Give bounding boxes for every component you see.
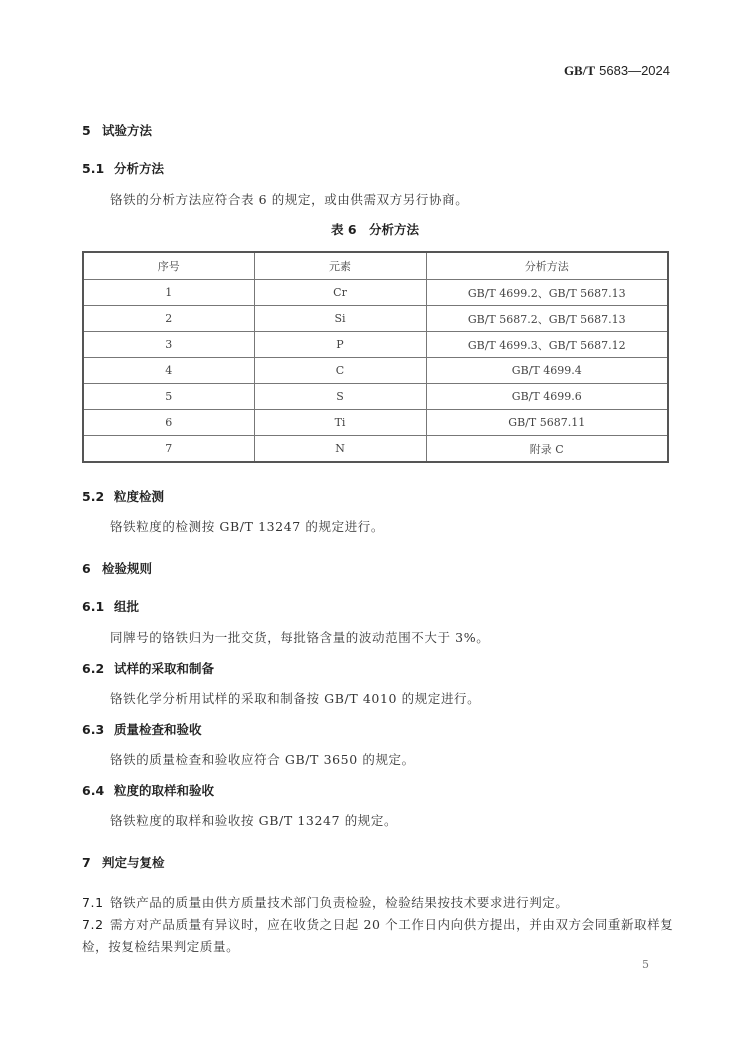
- cell: GB/T 5687.11: [426, 410, 668, 436]
- header-cell: 分析方法: [426, 252, 668, 280]
- cell: 1: [83, 280, 254, 306]
- table-row: [83, 306, 668, 332]
- table-row: [83, 410, 668, 436]
- section-5-1-heading: [82, 159, 164, 177]
- cell: Ti: [254, 410, 426, 436]
- section-number: 5.2: [82, 489, 105, 504]
- section-6-4-heading: [82, 781, 214, 799]
- section-number: 6.1: [82, 599, 105, 614]
- section-number: 6.3: [82, 722, 105, 737]
- section-6-2-text: 铬铁化学分析用试样的采取和制备按 GB/T 4010 的规定进行。: [110, 691, 481, 706]
- cell: GB/T 4699.3、GB/T 5687.12: [426, 332, 668, 358]
- cell: 7: [83, 436, 254, 463]
- section-6-3-text: 铬铁的质量检查和验收应符合 GB/T 3650 的规定。: [110, 752, 415, 767]
- section-6-3-heading: [82, 720, 202, 738]
- cell: 6: [83, 410, 254, 436]
- cell: N: [254, 436, 426, 463]
- section-5-heading: [82, 121, 152, 139]
- cell: S: [254, 384, 426, 410]
- section-title: 分析方法: [114, 161, 165, 176]
- table-caption: 表 6 分析方法: [330, 222, 420, 237]
- cell: 2: [83, 306, 254, 332]
- section-6-4-text: 铬铁粒度的取样和验收按 GB/T 13247 的规定。: [110, 813, 398, 828]
- section-number: 5.1: [82, 161, 105, 176]
- cell: 4: [83, 358, 254, 384]
- section-title: 粒度的取样和验收: [114, 783, 215, 798]
- standard-number: 5683—2024: [599, 63, 670, 78]
- cell: C: [254, 358, 426, 384]
- header-cell: 元素: [254, 252, 426, 280]
- section-7-2: [82, 915, 673, 933]
- section-number: 7.2: [82, 917, 104, 932]
- cell: GB/T 5687.2、GB/T 5687.13: [426, 306, 668, 332]
- cell: P: [254, 332, 426, 358]
- cell: Cr: [254, 280, 426, 306]
- section-5-1-text: 铬铁的分析方法应符合表 6 的规定，或由供需双方另行协商。: [110, 192, 469, 207]
- section-7-1-text: 铬铁产品的质量由供方质量技术部门负责检验，检验结果按技术要求进行判定。: [110, 895, 569, 910]
- section-7-2-text-line2: 检，按复检结果判定质量。: [82, 939, 240, 954]
- section-title: 粒度检测: [114, 489, 165, 504]
- section-6-1-heading: [82, 597, 139, 615]
- section-7-1: [82, 893, 569, 911]
- section-7-2-text-line1: 需方对产品质量有异议时，应在收货之日起 20 个工作日内向供方提出，并由双方会同重新取样复: [110, 917, 674, 932]
- section-title: 组批: [114, 599, 140, 614]
- table-row: [83, 358, 668, 384]
- section-6-2-heading: [82, 659, 214, 677]
- section-number: 5: [82, 123, 91, 138]
- section-number: 6.4: [82, 783, 105, 798]
- table-row: [83, 436, 668, 463]
- section-6-heading: [82, 559, 152, 577]
- standard-header: [564, 63, 670, 79]
- section-title: 质量检查和验收: [114, 722, 202, 737]
- header-cell: 序号: [83, 252, 254, 280]
- cell: GB/T 4699.2、GB/T 5687.13: [426, 280, 668, 306]
- section-title: 检验规则: [102, 561, 153, 576]
- section-5-2-heading: [82, 487, 164, 505]
- table-header-row: [83, 252, 668, 280]
- cell: 附录 C: [426, 436, 668, 463]
- section-number: 6.2: [82, 661, 105, 676]
- section-5-2-text: 铬铁粒度的检测按 GB/T 13247 的规定进行。: [110, 519, 385, 534]
- cell: 5: [83, 384, 254, 410]
- table-row: [83, 332, 668, 358]
- page-number: 5: [642, 958, 649, 971]
- cell: GB/T 4699.6: [426, 384, 668, 410]
- cell: GB/T 4699.4: [426, 358, 668, 384]
- section-6-1-text: 同牌号的铬铁归为一批交货，每批铬含量的波动范围不大于 3%。: [110, 630, 490, 645]
- analysis-method-table: [82, 251, 669, 463]
- section-number: 7.1: [82, 895, 104, 910]
- cell: 3: [83, 332, 254, 358]
- table-row: [83, 280, 668, 306]
- standard-prefix: GB/T: [563, 63, 596, 78]
- table-row: [83, 384, 668, 410]
- section-number: 7: [82, 855, 91, 870]
- section-7-heading: [82, 853, 165, 871]
- section-title: 试验方法: [102, 123, 153, 138]
- cell: Si: [254, 306, 426, 332]
- section-number: 6: [82, 561, 91, 576]
- section-title: 试样的采取和制备: [114, 661, 215, 676]
- section-title: 判定与复检: [102, 855, 165, 870]
